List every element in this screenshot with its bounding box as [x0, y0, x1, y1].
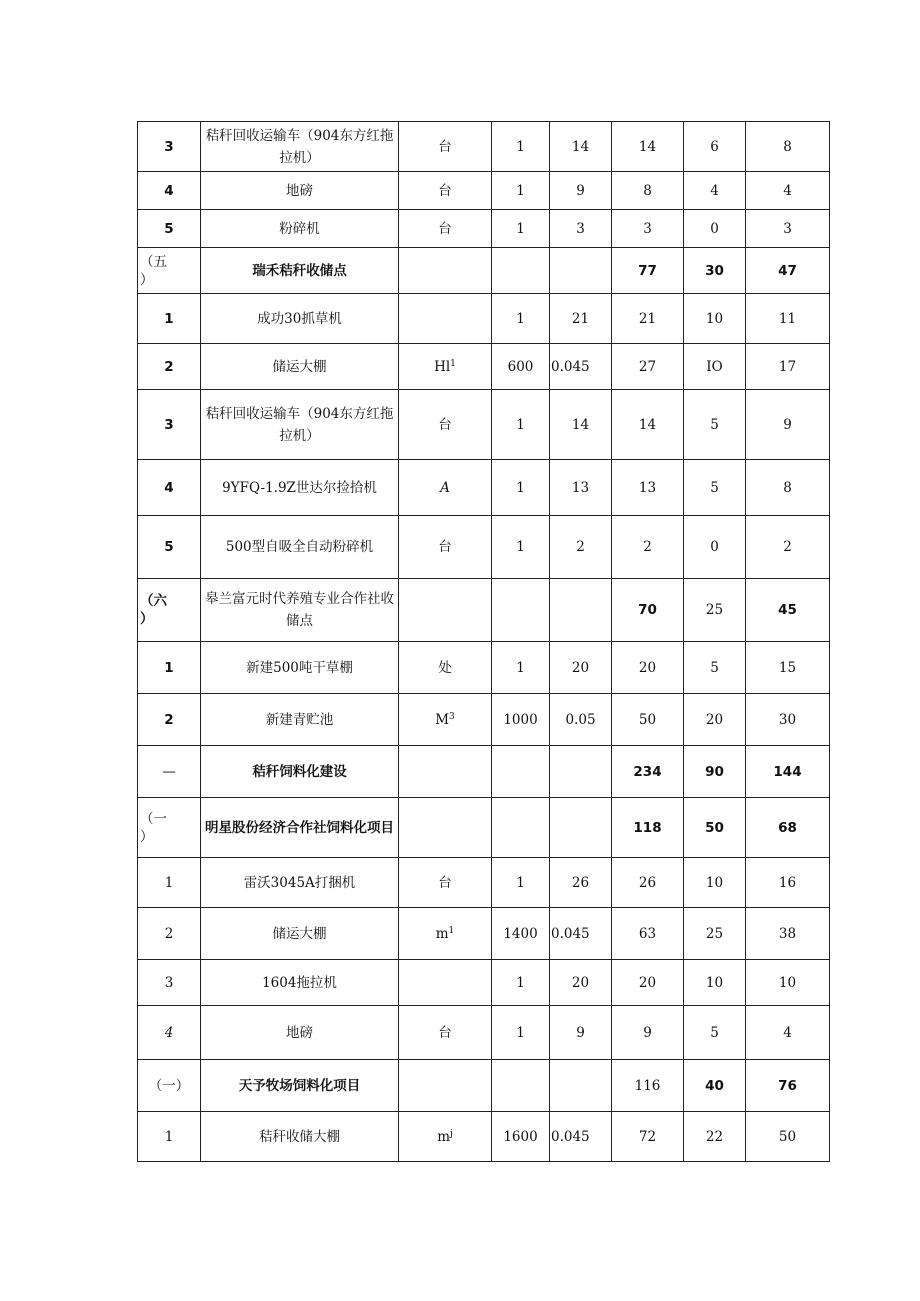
quantity-cell: [492, 579, 550, 642]
amount-b-cell: 8: [746, 460, 830, 516]
total-cell: 13: [612, 460, 684, 516]
unit-price-cell: 14: [550, 390, 612, 460]
total-cell: 70: [612, 579, 684, 642]
unit-cell: [399, 1060, 492, 1112]
quantity-cell: [492, 798, 550, 858]
amount-a-cell: 5: [684, 642, 746, 694]
quantity-cell: 1: [492, 390, 550, 460]
table-row: [138, 460, 830, 516]
total-cell: 26: [612, 858, 684, 908]
item-name: 1604拖拉机: [201, 960, 399, 1006]
unit-price-cell: 0.045: [550, 344, 612, 390]
item-name: 成功30抓草机: [201, 294, 399, 344]
row-number: 4: [138, 460, 201, 516]
unit-price-cell: 9: [550, 1006, 612, 1060]
unit-cell: 处: [399, 642, 492, 694]
table-row: [138, 960, 830, 1006]
quantity-cell: 1: [492, 294, 550, 344]
unit-price-cell: [550, 746, 612, 798]
row-number: 2: [138, 694, 201, 746]
unit-cell: 台: [399, 390, 492, 460]
amount-a-cell: 25: [684, 579, 746, 642]
table-row: [138, 344, 830, 390]
section-number: [138, 248, 201, 294]
quantity-cell: 1: [492, 172, 550, 210]
amount-a-cell: IO: [684, 344, 746, 390]
amount-a-cell: 90: [684, 746, 746, 798]
row-number: 3: [138, 122, 201, 172]
total-cell: 72: [612, 1112, 684, 1162]
total-cell: 8: [612, 172, 684, 210]
amount-b-cell: 4: [746, 1006, 830, 1060]
quantity-cell: 1600: [492, 1112, 550, 1162]
amount-a-cell: 30: [684, 248, 746, 294]
amount-a-cell: 40: [684, 1060, 746, 1112]
unit-cell: [399, 694, 492, 746]
unit-cell: [399, 344, 492, 390]
amount-b-cell: 8: [746, 122, 830, 172]
amount-a-cell: 5: [684, 1006, 746, 1060]
table-row: [138, 694, 830, 746]
amount-a-cell: 0: [684, 210, 746, 248]
quantity-cell: 1: [492, 122, 550, 172]
unit-superscript: 1: [450, 358, 456, 369]
total-cell: 20: [612, 960, 684, 1006]
section-title: 天予牧场饲料化项目: [201, 1060, 399, 1112]
unit-price-cell: 0.045: [550, 1112, 612, 1162]
total-cell: 118: [612, 798, 684, 858]
section-title: 秸秆饲料化建设: [201, 746, 399, 798]
quantity-cell: 1: [492, 960, 550, 1006]
section-number: —: [138, 746, 201, 798]
budget-table: [137, 121, 830, 1162]
table-row: [138, 210, 830, 248]
item-name: 粉碎机: [201, 210, 399, 248]
total-cell: 20: [612, 642, 684, 694]
unit-price-cell: 13: [550, 460, 612, 516]
amount-b-cell: 38: [746, 908, 830, 960]
item-name: 500型自吸全自动粉碎机: [201, 516, 399, 579]
section-number-close: ）: [140, 828, 154, 845]
total-cell: 3: [612, 210, 684, 248]
amount-a-cell: 10: [684, 960, 746, 1006]
section-row: [138, 579, 830, 642]
section-number-close: ）: [140, 271, 154, 288]
table-row: [138, 172, 830, 210]
quantity-cell: 1: [492, 1006, 550, 1060]
table-row: [138, 908, 830, 960]
row-number: 1: [138, 858, 201, 908]
amount-b-cell: 144: [746, 746, 830, 798]
unit-base: m: [437, 1128, 450, 1145]
amount-b-cell: 16: [746, 858, 830, 908]
table-row: [138, 1112, 830, 1162]
total-cell: 50: [612, 694, 684, 746]
total-cell: 63: [612, 908, 684, 960]
amount-b-cell: 10: [746, 960, 830, 1006]
amount-b-cell: 45: [746, 579, 830, 642]
amount-b-cell: 76: [746, 1060, 830, 1112]
unit-cell: A: [399, 460, 492, 516]
amount-b-cell: 47: [746, 248, 830, 294]
section-row: [138, 746, 830, 798]
section-number: [138, 798, 201, 858]
amount-b-cell: 3: [746, 210, 830, 248]
unit-price-cell: 21: [550, 294, 612, 344]
item-name: 雷沃3045A打捆机: [201, 858, 399, 908]
section-row: [138, 248, 830, 294]
total-cell: 2: [612, 516, 684, 579]
unit-cell: 台: [399, 858, 492, 908]
unit-price-cell: 26: [550, 858, 612, 908]
unit-cell: 台: [399, 516, 492, 579]
total-cell: 14: [612, 390, 684, 460]
amount-b-cell: 11: [746, 294, 830, 344]
amount-b-cell: 2: [746, 516, 830, 579]
unit-cell: [399, 798, 492, 858]
table-row: [138, 294, 830, 344]
table-row: [138, 1006, 830, 1060]
quantity-cell: 1: [492, 460, 550, 516]
total-cell: 27: [612, 344, 684, 390]
item-name: 9YFQ-1.9Z世达尔捡拾机: [201, 460, 399, 516]
amount-a-cell: 50: [684, 798, 746, 858]
amount-b-cell: 9: [746, 390, 830, 460]
table-row: [138, 642, 830, 694]
table-row: [138, 858, 830, 908]
section-number: [138, 579, 201, 642]
unit-cell: [399, 1112, 492, 1162]
total-cell: 14: [612, 122, 684, 172]
unit-cell: [399, 960, 492, 1006]
item-name: 秸秆收储大棚: [201, 1112, 399, 1162]
total-cell: 21: [612, 294, 684, 344]
unit-cell: 台: [399, 172, 492, 210]
row-number: 3: [138, 390, 201, 460]
amount-a-cell: 5: [684, 460, 746, 516]
amount-a-cell: 5: [684, 390, 746, 460]
unit-cell: [399, 248, 492, 294]
unit-base: m: [435, 925, 449, 942]
item-name: 新建青贮池: [201, 694, 399, 746]
amount-b-cell: 30: [746, 694, 830, 746]
quantity-cell: 1000: [492, 694, 550, 746]
unit-cell: [399, 746, 492, 798]
unit-superscript: 3: [449, 711, 455, 722]
table-row: [138, 390, 830, 460]
unit-cell: 台: [399, 122, 492, 172]
unit-base: Hl: [434, 358, 451, 375]
amount-a-cell: 20: [684, 694, 746, 746]
quantity-cell: 1: [492, 642, 550, 694]
row-number: 1: [138, 642, 201, 694]
row-number: 2: [138, 908, 201, 960]
amount-a-cell: 10: [684, 858, 746, 908]
row-number: 2: [138, 344, 201, 390]
quantity-cell: [492, 746, 550, 798]
section-row: [138, 1060, 830, 1112]
quantity-cell: [492, 1060, 550, 1112]
unit-cell: [399, 908, 492, 960]
row-number: 1: [138, 1112, 201, 1162]
quantity-cell: 1400: [492, 908, 550, 960]
item-name: 秸秆回收运输车（904东方红拖拉机）: [201, 122, 399, 172]
amount-b-cell: 15: [746, 642, 830, 694]
unit-price-cell: 20: [550, 960, 612, 1006]
amount-a-cell: 10: [684, 294, 746, 344]
amount-b-cell: 68: [746, 798, 830, 858]
unit-price-cell: [550, 798, 612, 858]
item-name: 储运大棚: [201, 344, 399, 390]
row-number: 1: [138, 294, 201, 344]
unit-price-cell: 0.05: [550, 694, 612, 746]
total-cell: 77: [612, 248, 684, 294]
section-title: 明星股份经济合作社饲料化项目: [201, 798, 399, 858]
unit-price-cell: 20: [550, 642, 612, 694]
item-name: 地磅: [201, 1006, 399, 1060]
unit-cell: [399, 294, 492, 344]
amount-a-cell: 22: [684, 1112, 746, 1162]
unit-price-cell: 0.045: [550, 908, 612, 960]
row-number: 4: [138, 1006, 201, 1060]
total-cell: 9: [612, 1006, 684, 1060]
item-name: 地磅: [201, 172, 399, 210]
quantity-cell: 1: [492, 858, 550, 908]
unit-superscript: 1: [448, 925, 455, 936]
table-row: [138, 516, 830, 579]
item-name: 秸秆回收运输车（904东方红拖拉机）: [201, 390, 399, 460]
section-number-open: （六: [140, 593, 167, 609]
amount-b-cell: 17: [746, 344, 830, 390]
quantity-cell: 1: [492, 516, 550, 579]
unit-price-cell: 2: [550, 516, 612, 579]
unit-price-cell: [550, 248, 612, 294]
unit-base: M: [435, 711, 450, 728]
item-name: 储运大棚: [201, 908, 399, 960]
unit-price-cell: 9: [550, 172, 612, 210]
unit-price-cell: [550, 1060, 612, 1112]
quantity-cell: [492, 248, 550, 294]
table-row: [138, 122, 830, 172]
section-number-close: ）: [140, 611, 154, 627]
section-number: （一）: [138, 1060, 201, 1112]
amount-a-cell: 4: [684, 172, 746, 210]
amount-a-cell: 25: [684, 908, 746, 960]
unit-cell: 台: [399, 210, 492, 248]
unit-price-cell: [550, 579, 612, 642]
section-number-open: （五: [140, 253, 167, 270]
quantity-cell: 1: [492, 210, 550, 248]
row-number: 3: [138, 960, 201, 1006]
amount-b-cell: 4: [746, 172, 830, 210]
amount-a-cell: 6: [684, 122, 746, 172]
unit-superscript: j: [450, 1128, 453, 1139]
amount-a-cell: 0: [684, 516, 746, 579]
section-title: 瑞禾秸秆收储点: [201, 248, 399, 294]
quantity-cell: 600: [492, 344, 550, 390]
row-number: 4: [138, 172, 201, 210]
section-number-open: （一: [140, 810, 167, 827]
total-cell: 116: [612, 1060, 684, 1112]
unit-price-cell: 14: [550, 122, 612, 172]
section-row: [138, 798, 830, 858]
section-title: 皋兰富元时代养殖专业合作社收储点: [201, 579, 399, 642]
total-cell: 234: [612, 746, 684, 798]
item-name: 新建500吨干草棚: [201, 642, 399, 694]
amount-b-cell: 50: [746, 1112, 830, 1162]
row-number: 5: [138, 210, 201, 248]
unit-cell: [399, 579, 492, 642]
unit-price-cell: 3: [550, 210, 612, 248]
unit-cell: 台: [399, 1006, 492, 1060]
row-number: 5: [138, 516, 201, 579]
